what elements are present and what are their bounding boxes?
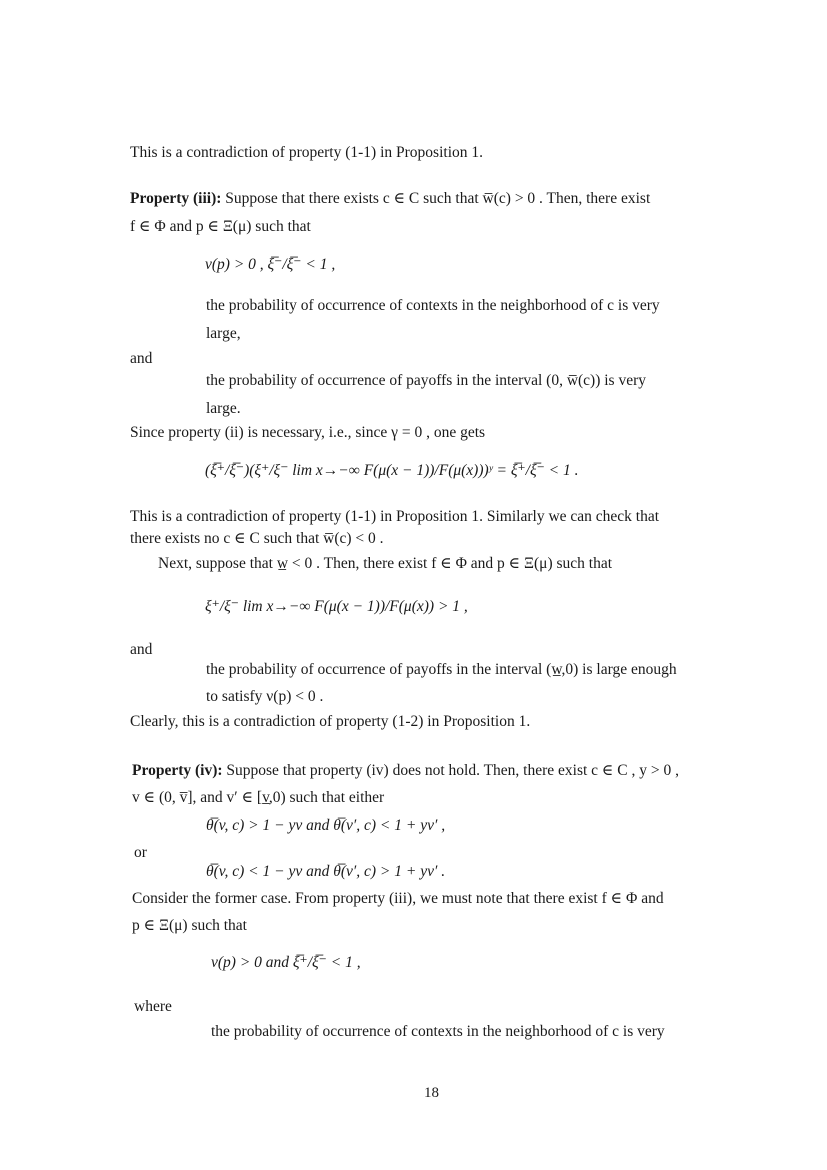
text-line: and <box>130 350 153 367</box>
text-line: This is a contradiction of property (1-1) in Proposition 1. <box>130 144 483 161</box>
text-line: where <box>134 998 172 1015</box>
text-span: Suppose that there exists c ∈ C such that w̅(c) > 0 . Then, there exist <box>221 190 651 207</box>
text-line: the probability of occurrence of payoffs in the interval (0, w̅(c)) is very <box>206 372 647 389</box>
equation: θ̅(v, c) > 1 − yv and θ̅(v′, c) < 1 + yv′ , <box>206 817 446 834</box>
text-line: Clearly, this is a contradiction of property (1-2) in Proposition 1. <box>130 713 531 730</box>
text-line: f ∈ Φ and p ∈ Ξ(μ) such that <box>130 218 311 235</box>
equation: ν(p) > 0 , ξ̅⁻/ξ̅⁻ < 1 , <box>205 256 336 273</box>
text-line: large. <box>206 400 241 417</box>
text-line: p ∈ Ξ(μ) such that <box>132 917 247 934</box>
text-line: v ∈ (0, v̅], and v′ ∈ [v̲,0) such that either <box>132 789 385 806</box>
page-number: 18 <box>424 1085 439 1101</box>
text-line: large, <box>206 325 241 342</box>
text-line: the probability of occurrence of contexts in the neighborhood of c is very <box>211 1023 665 1040</box>
text-line: the probability of occurrence of contexts in the neighborhood of c is very <box>206 297 660 314</box>
equation: ξ⁺/ξ⁻ lim x→−∞ F(μ(x − 1))/F(μ(x)) > 1 , <box>205 598 468 615</box>
text-line: and <box>130 641 153 658</box>
text-line: Since property (ii) is necessary, i.e., since γ = 0 , one gets <box>130 424 486 441</box>
text-line: to satisfy ν(p) < 0 . <box>206 688 324 705</box>
text-line: Next, suppose that w̲ < 0 . Then, there exist f ∈ Φ and p ∈ Ξ(μ) such that <box>158 555 613 572</box>
equation: (ξ̅⁺/ξ̅⁻)(ξ⁺/ξ⁻ lim x→−∞ F(μ(x − 1))/F(μ(x)))ʸ = ξ̅⁺/ξ̅⁻ < 1 . <box>205 462 579 479</box>
text-line: or <box>134 844 147 861</box>
equation: ν(p) > 0 and ξ̅⁺/ξ̅⁻ < 1 , <box>211 954 361 971</box>
text-line <box>130 190 650 208</box>
text-line: This is a contradiction of property (1-1) in Proposition 1. Similarly we can check that <box>130 508 660 525</box>
text-line: Consider the former case. From property (iii), we must note that there exist f ∈ Φ and <box>132 890 664 907</box>
property-iv-heading: Property (iv): <box>132 762 223 779</box>
text-line <box>132 762 679 780</box>
text-line: the probability of occurrence of payoffs in the interval (w̲,0) is large enough <box>206 661 677 678</box>
text-line: there exists no c ∈ C such that w̅(c) < 0 . <box>130 530 384 547</box>
equation: θ̅(v, c) < 1 − yv and θ̅(v′, c) > 1 + yv′ . <box>206 863 446 880</box>
property-iii-heading: Property (iii): <box>130 190 222 207</box>
text-span: Suppose that property (iv) does not hold. Then, there exist c ∈ C , y > 0 , <box>222 762 679 779</box>
